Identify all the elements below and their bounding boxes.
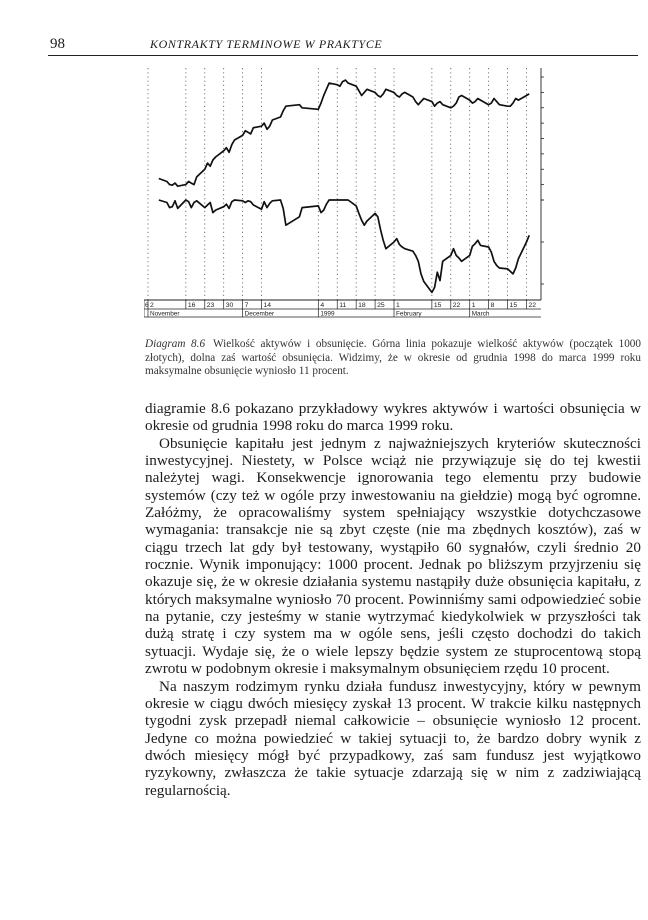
caption-text: Wielkość aktywów i obsunięcie. Górna linia pokazuje wielkość aktywów (początek 1000 złotych), dolna zaś wartość obsunięcia. Widzimy, że w okresie od grudnia 1998 do marca 1999 roku maksymalne obsunięcie wyniosło 11 procent. (145, 338, 641, 377)
drawdown-line (159, 200, 529, 292)
chart-canvas (144, 62, 554, 332)
date-tick-label: 1 (471, 302, 476, 309)
month-label: 1999 (320, 310, 335, 318)
date-tick-label: 2 (150, 302, 154, 309)
date-tick-label: 1 (396, 302, 400, 309)
date-tick-label: 25 (377, 302, 385, 309)
date-tick-label: 16 (187, 302, 196, 309)
date-tick-label: 14 (263, 302, 272, 309)
date-tick-label: 11 (339, 302, 347, 309)
caption-label: Diagram 8.6 (145, 338, 206, 350)
paragraph: diagramie 8.6 pokazano przykładowy wykres aktywów i wartości obsunięcia w okresie od grudnia 1998 roku do marca 1999 roku. (145, 400, 641, 435)
body-text (145, 400, 641, 799)
equity-drawdown-chart (144, 62, 554, 332)
paragraph: Na naszym rodzimym rynku działa fundusz inwestycyjny, który w pewnym okresie w ciągu dwóch miesięcy zyskał 13 procent. W trakcie kilku następnych tygodni zysk przepadł niemal całkowicie – obsunięcie wyniosło 12 procent. Jedyne co można powiedzieć w takiej sytuacji to, że bardzo dobry wynik z dwóch miesięcy mógł być przypadkowy, zaś sam fundusz jest wyjątkowo ryzykowny, zwłaszcza że takie sytuacje zdarzają się w nim z zadziwiającą regularnością. (145, 677, 641, 799)
month-label: December (244, 310, 275, 318)
date-tick-label: 4 (320, 302, 325, 309)
running-title: KONTRAKTY TERMINOWE W PRAKTYCE (150, 37, 383, 51)
date-tick-label: 8 (490, 302, 495, 309)
page-number: 98 (50, 36, 65, 52)
date-tick-label: 15 (433, 302, 442, 309)
date-tick-label: 22 (528, 302, 537, 309)
date-tick-label: 7 (244, 302, 249, 309)
date-tick-label: 6 (145, 302, 149, 309)
month-label: November (150, 310, 180, 318)
date-tick-label: 18 (358, 302, 366, 309)
paragraph: Obsunięcie kapitału jest jednym z najważniejszych kryteriów skuteczności inwestycyjnej. Niestety, w Polsce wciąż nie przywiązuje się do tej kwestii należytej wagi. Konsekwencje ignorowania tego elementu przy budowie systemów (czy też w ogóle przy inwestowaniu na giełdzie) mogą być ogromne. Załóżmy, że opracowaliśmy system spełniający wszystkie dotychczasowe wymagania: transakcje nie są zbyt częste (nie ma zbędnych kosztów), zaś w ciągu trzech lat gdy był testowany, wystąpiło 60 sygnałów, czyli średnio 20 rocznie. Wynik imponujący: 1000 procent. Jednak po bliższym przyjrzeniu się okazuje się, że w okresie działania systemu nastąpiły duże obsunięcia kapitału, z których maksymalne wyniosło 70 procent. Powinniśmy sami odpowiedzieć sobie na pytanie, czy jesteśmy w stanie wytrzymać kiedykolwiek w przyszłości tak dużą stratę i czy system ma w ogóle sens, jeśli często dochodzi do takich sytuacji. Wydaje się, że o wiele lepszy będzie system ze stuprocentową stopą zwrotu w podobnym okresie i maksymalnym obsunięciem rzędu 10 procent. (145, 434, 641, 678)
date-tick-label: 30 (225, 302, 234, 309)
month-label: February (396, 310, 422, 318)
date-tick-label: 15 (509, 302, 518, 309)
date-tick-label: 22 (452, 302, 461, 309)
month-label: March (471, 310, 490, 318)
date-tick-label: 23 (206, 302, 215, 309)
header-rule (48, 55, 638, 56)
equity-line (159, 80, 529, 186)
figure-caption (145, 338, 641, 379)
